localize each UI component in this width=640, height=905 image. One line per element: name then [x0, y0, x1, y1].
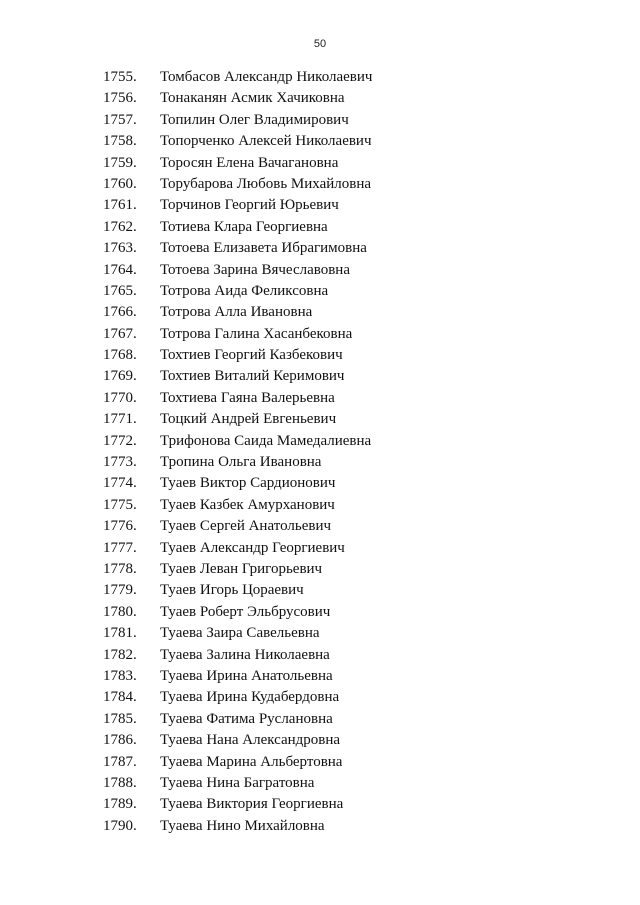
- entry-name: Томбасов Александр Николаевич: [160, 69, 373, 85]
- list-item: [0, 516, 640, 537]
- entry-number: 1758.: [103, 133, 137, 150]
- entry-name: Туаев Роберт Эльбрусович: [160, 603, 331, 620]
- entry-name: Туаев Сергей Анатольевич: [160, 518, 332, 535]
- entry-name: Тоцкий Андрей Евгеньевич: [160, 411, 337, 428]
- list-item: [0, 281, 640, 302]
- entry-name: Туаева Ирина Анатольевна: [160, 667, 333, 684]
- entry-number: 1764.: [103, 261, 137, 278]
- list-item: [0, 580, 640, 601]
- entry-name: Туаева Нана Александровна: [160, 732, 341, 749]
- list-item: [0, 131, 640, 152]
- entry-name: Тонаканян Асмик Хачиковна: [160, 90, 345, 107]
- list-item: [0, 452, 640, 473]
- entry-name: Тотоева Елизавета Ибрагимовна: [160, 240, 367, 257]
- entry-name: Туаева Ирина Кудабердовна: [160, 689, 340, 706]
- entry-name: Туаева Заира Савельевна: [160, 625, 320, 642]
- entry-number: 1755.: [103, 69, 137, 85]
- entry-name: Топилин Олег Владимирович: [160, 111, 349, 128]
- entry-number: 1788.: [103, 774, 137, 791]
- list-item: [0, 366, 640, 387]
- entry-number: 1786.: [103, 732, 137, 749]
- entry-number: 1761.: [103, 197, 137, 214]
- entry-number: 1789.: [103, 796, 137, 813]
- entry-name: Туаева Марина Альбертовна: [160, 753, 343, 770]
- entry-number: 1763.: [103, 240, 137, 257]
- list-item: [0, 153, 640, 174]
- entry-name: Туаева Фатима Руслановна: [160, 710, 333, 727]
- entry-name: Тохтиева Гаяна Валерьевна: [160, 389, 335, 406]
- entry-number: 1783.: [103, 667, 137, 684]
- list-item: [0, 816, 640, 837]
- entry-number: 1769.: [103, 368, 137, 385]
- list-item: [0, 752, 640, 773]
- entry-name: Торубарова Любовь Михайловна: [160, 175, 372, 192]
- list-item: [0, 602, 640, 623]
- entry-number: 1782.: [103, 646, 137, 663]
- list-item: [0, 324, 640, 345]
- entry-number: 1766.: [103, 304, 137, 321]
- entry-number: 1770.: [103, 389, 137, 406]
- entry-number: 1784.: [103, 689, 137, 706]
- list-item: [0, 559, 640, 580]
- list-item: [0, 388, 640, 409]
- entry-number: 1790.: [103, 817, 137, 834]
- entry-name: Туаев Леван Григорьевич: [160, 560, 323, 577]
- entry-number: 1756.: [103, 90, 137, 107]
- name-list: [0, 67, 640, 837]
- entry-name: Торосян Елена Вачагановна: [160, 154, 339, 171]
- entry-name: Туаев Виктор Сардионович: [160, 475, 336, 492]
- list-item: [0, 794, 640, 815]
- list-item: [0, 238, 640, 259]
- list-item: [0, 473, 640, 494]
- entry-number: 1780.: [103, 603, 137, 620]
- entry-number: 1785.: [103, 710, 137, 727]
- list-item: [0, 67, 640, 88]
- list-item: [0, 709, 640, 730]
- entry-name: Тотрова Галина Хасанбековна: [160, 325, 353, 342]
- list-item: [0, 623, 640, 644]
- list-item: [0, 88, 640, 109]
- list-item: [0, 302, 640, 323]
- list-item: [0, 645, 640, 666]
- list-item: [0, 431, 640, 452]
- entry-name: Тотоева Зарина Вячеславовна: [160, 261, 350, 278]
- entry-name: Тохтиев Виталий Керимович: [160, 368, 345, 385]
- list-item: [0, 730, 640, 751]
- entry-number: 1757.: [103, 111, 137, 128]
- entry-number: 1767.: [103, 325, 137, 342]
- entry-name: Туаева Виктория Георгиевна: [160, 796, 344, 813]
- entry-name: Тотрова Алла Ивановна: [160, 304, 313, 321]
- entry-number: 1775.: [103, 496, 137, 513]
- entry-name: Туаева Залина Николаевна: [160, 646, 330, 663]
- entry-number: 1778.: [103, 560, 137, 577]
- list-item: [0, 666, 640, 687]
- entry-name: Трифонова Саида Мамедалиевна: [160, 432, 372, 449]
- entry-name: Туаева Нино Михайловна: [160, 817, 325, 834]
- list-item: [0, 260, 640, 281]
- entry-name: Тотиева Клара Георгиевна: [160, 218, 328, 235]
- entry-name: Туаев Игорь Цораевич: [160, 582, 304, 599]
- entry-number: 1768.: [103, 347, 137, 364]
- list-item: [0, 687, 640, 708]
- entry-name: Тропина Ольга Ивановна: [160, 454, 322, 471]
- list-item: [0, 174, 640, 195]
- entry-number: 1781.: [103, 625, 137, 642]
- entry-number: 1762.: [103, 218, 137, 235]
- entry-number: 1779.: [103, 582, 137, 599]
- list-item: [0, 409, 640, 430]
- entry-number: 1772.: [103, 432, 137, 449]
- entry-number: 1776.: [103, 518, 137, 535]
- list-item: [0, 773, 640, 794]
- list-item: [0, 345, 640, 366]
- entry-name: Тохтиев Георгий Казбекович: [160, 347, 343, 364]
- list-item: [0, 495, 640, 516]
- list-item: [0, 538, 640, 559]
- entry-number: 1771.: [103, 411, 137, 428]
- entry-number: 1760.: [103, 175, 137, 192]
- entry-name: Торчинов Георгий Юрьевич: [160, 197, 339, 214]
- entry-name: Тотрова Аида Феликсовна: [160, 282, 329, 299]
- entry-number: 1777.: [103, 539, 137, 556]
- entry-number: 1759.: [103, 154, 137, 171]
- entry-number: 1765.: [103, 282, 137, 299]
- entry-name: Топорченко Алексей Николаевич: [160, 133, 372, 150]
- entry-number: 1774.: [103, 475, 137, 492]
- list-item: [0, 217, 640, 238]
- entry-number: 1773.: [103, 454, 137, 471]
- entry-name: Туаев Казбек Амурханович: [160, 496, 335, 513]
- entry-number: 1787.: [103, 753, 137, 770]
- list-item: [0, 110, 640, 131]
- page-number: 50: [313, 38, 327, 50]
- entry-name: Туаев Александр Георгиевич: [160, 539, 345, 556]
- list-item: [0, 195, 640, 216]
- entry-name: Туаева Нина Багратовна: [160, 774, 315, 791]
